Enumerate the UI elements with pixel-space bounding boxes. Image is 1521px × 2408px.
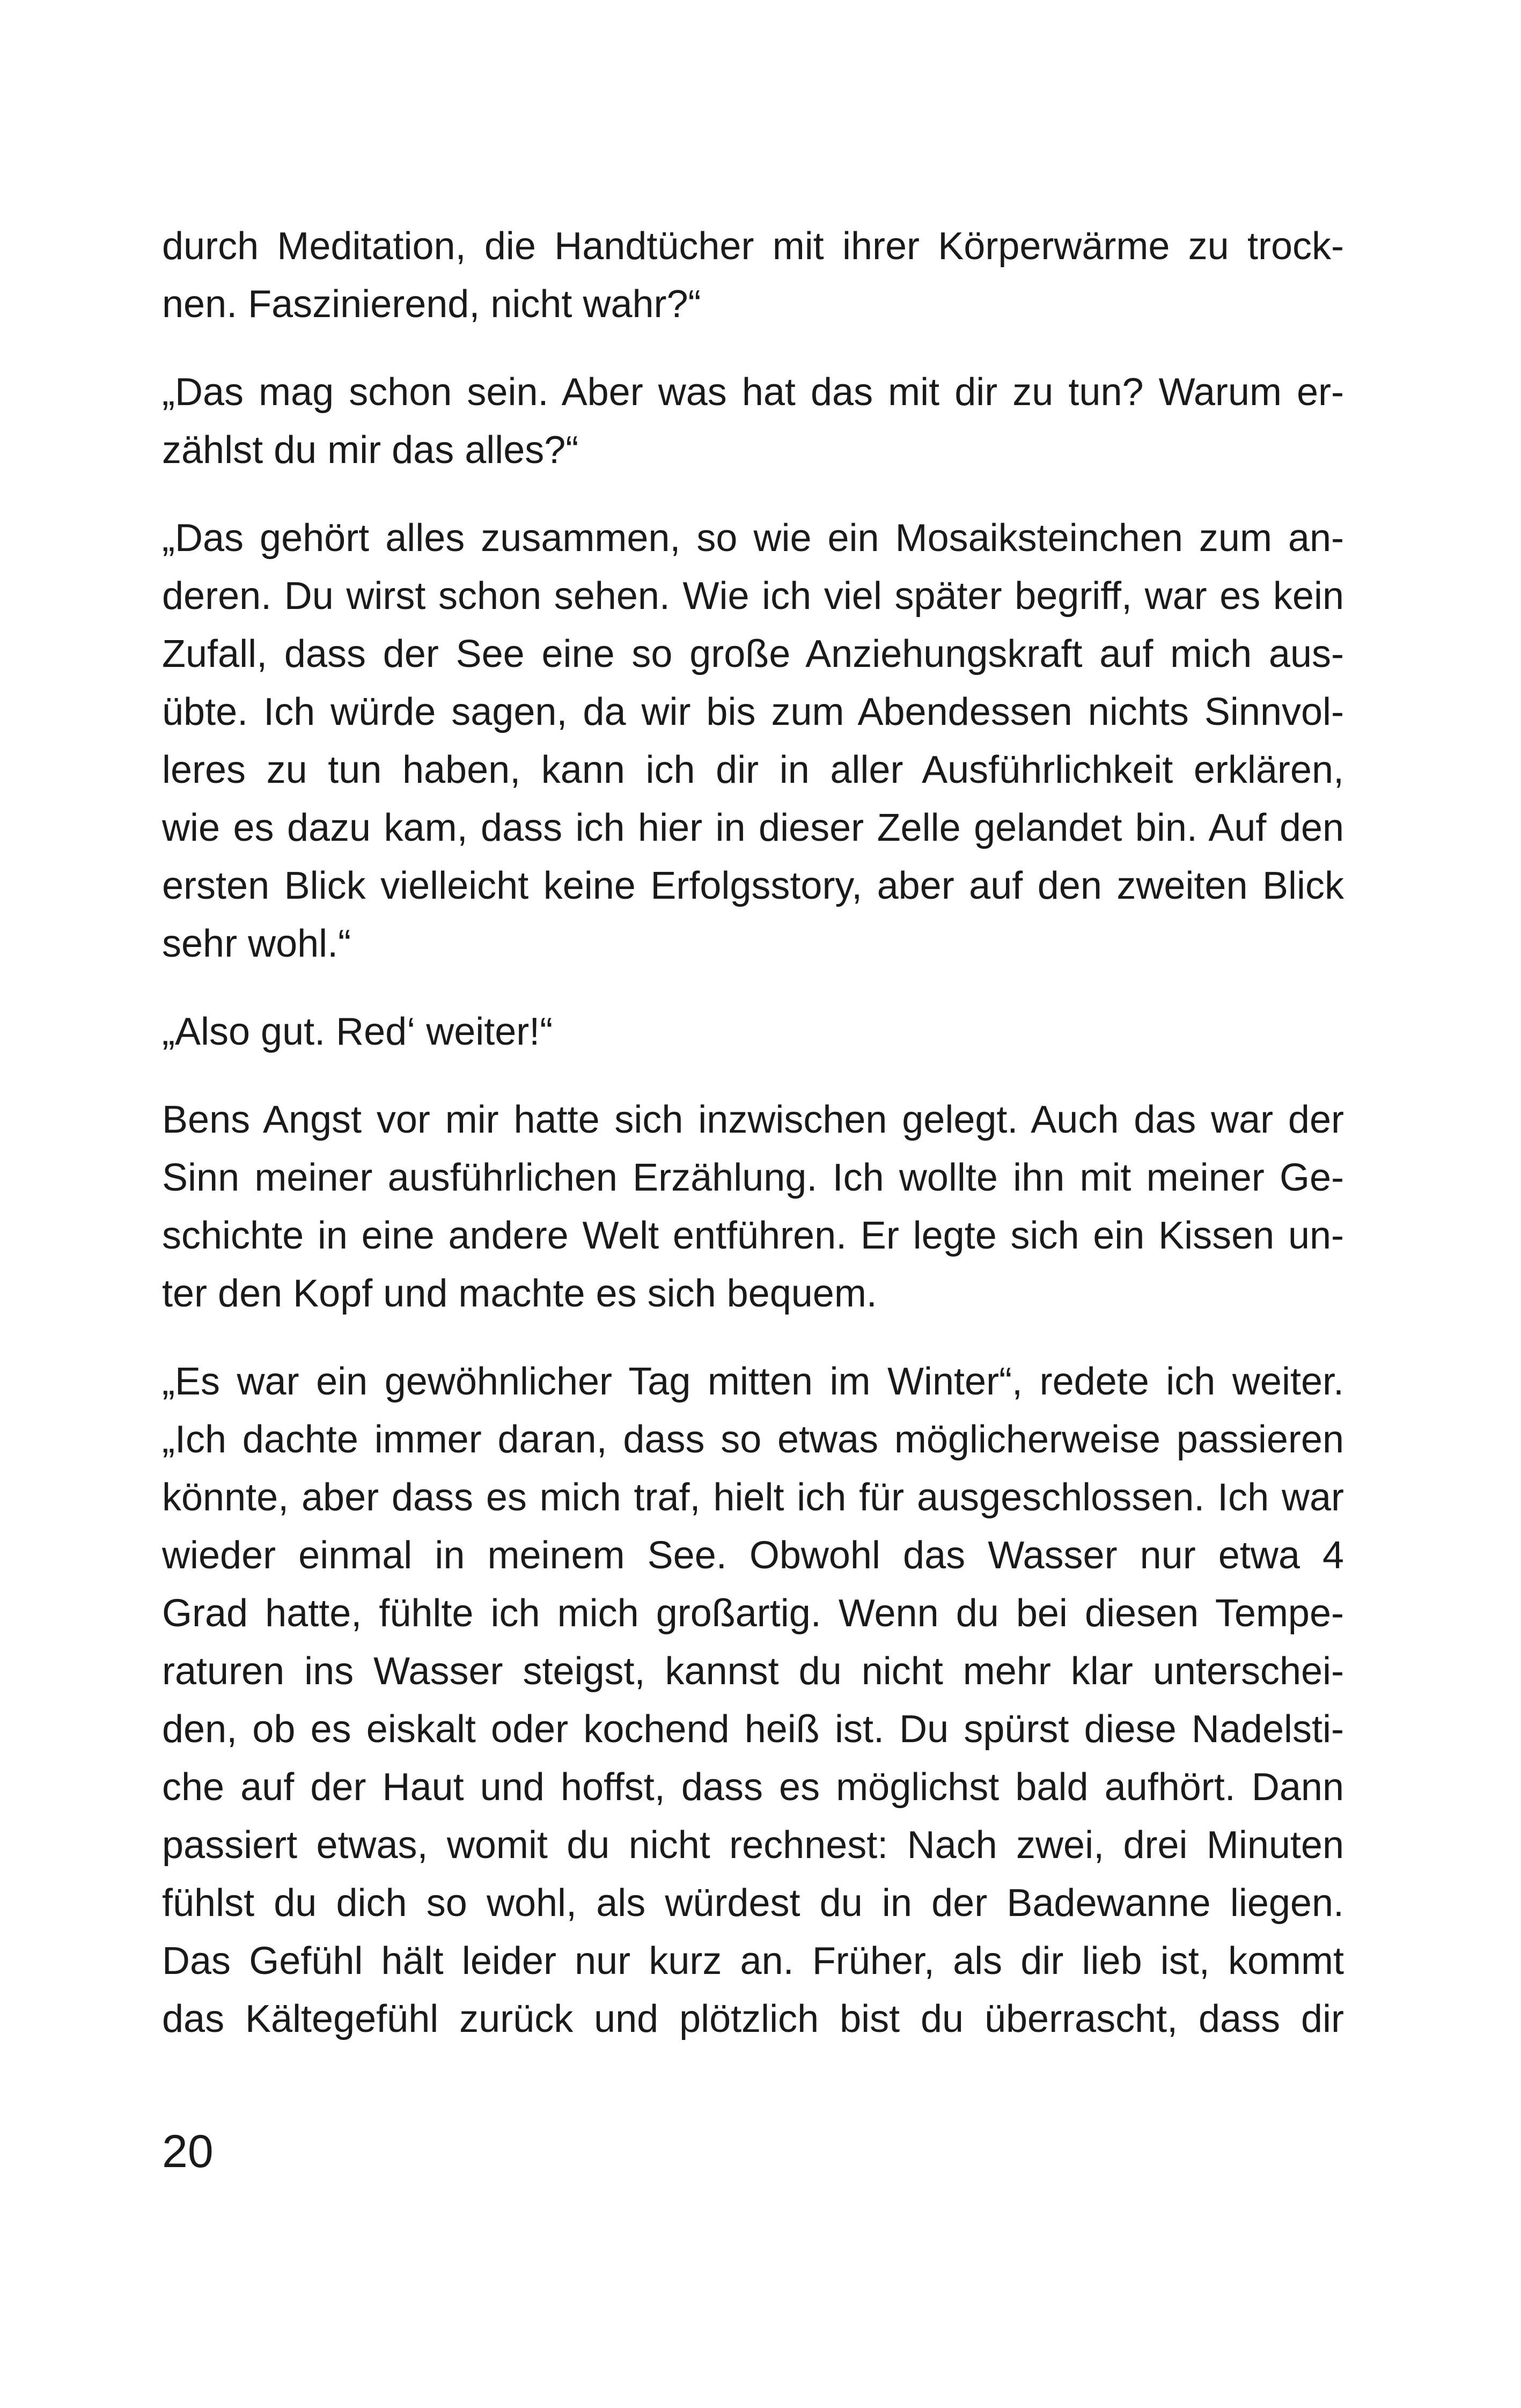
text-line: könnte, aber dass es mich traf, hielt ich für ausgeschlossen. Ich war xyxy=(162,1476,1344,1519)
text-line: „Es war ein gewöhnlicher Tag mitten im Winter“, redete ich weiter. xyxy=(162,1360,1344,1403)
text-line: Grad hatte, fühlte ich mich großartig. Wenn du bei diesen Tempe- xyxy=(162,1592,1344,1635)
paragraph-4 xyxy=(162,1003,1344,1061)
text-line: wie es dazu kam, dass ich hier in dieser Zelle gelandet bin. Auf den xyxy=(162,806,1344,849)
text-line: „Das gehört alles zusammen, so wie ein Mosaiksteinchen zum an- xyxy=(162,517,1344,560)
text-line: raturen ins Wasser steigst, kannst du nicht mehr klar unterschei- xyxy=(162,1650,1344,1693)
text-line: „Das mag schon sein. Aber was hat das mit dir zu tun? Warum er- xyxy=(162,371,1344,414)
paragraph-3 xyxy=(162,509,1344,973)
text-line: wieder einmal in meinem See. Obwohl das Wasser nur etwa 4 xyxy=(162,1534,1344,1577)
text-line: Zufall, dass der See eine so große Anziehungskraft auf mich aus- xyxy=(162,633,1344,676)
text-line: schichte in eine andere Welt entführen. Er legte sich ein Kissen un- xyxy=(162,1214,1344,1257)
text-line: Sinn meiner ausführlichen Erzählung. Ich wollte ihn mit meiner Ge- xyxy=(162,1156,1344,1199)
text-line: „Also gut. Red‘ weiter!“ xyxy=(162,1010,553,1053)
page-number: 20 xyxy=(162,2126,214,2177)
text-line: sehr wohl.“ xyxy=(162,922,351,965)
paragraph-6 xyxy=(162,1353,1344,2048)
text-line: „Ich dachte immer daran, dass so etwas möglicherweise passieren xyxy=(162,1418,1344,1461)
text-line: Bens Angst vor mir hatte sich inzwischen gelegt. Auch das war der xyxy=(162,1098,1344,1141)
paragraph-1 xyxy=(162,217,1344,333)
text-line: ter den Kopf und machte es sich bequem. xyxy=(162,1272,877,1315)
paragraph-5 xyxy=(162,1091,1344,1323)
paragraph-2 xyxy=(162,363,1344,479)
text-line: fühlst du dich so wohl, als würdest du in der Badewanne liegen. xyxy=(162,1882,1344,1925)
text-line: zählst du mir das alles?“ xyxy=(162,429,579,472)
text-line: durch Meditation, die Handtücher mit ihrer Körperwärme zu trock- xyxy=(162,225,1344,268)
text-line: passiert etwas, womit du nicht rechnest: Nach zwei, drei Minuten xyxy=(162,1824,1344,1867)
text-line: ersten Blick vielleicht keine Erfolgsstory, aber auf den zweiten Blick xyxy=(162,864,1344,907)
body-text xyxy=(162,217,1344,2078)
text-line: nen. Faszinierend, nicht wahr?“ xyxy=(162,283,701,326)
text-line: deren. Du wirst schon sehen. Wie ich viel später begriff, war es kein xyxy=(162,575,1344,618)
text-line: che auf der Haut und hoffst, dass es möglichst bald aufhört. Dann xyxy=(162,1766,1344,1809)
text-line: den, ob es eiskalt oder kochend heiß ist. Du spürst diese Nadelsti- xyxy=(162,1708,1344,1751)
text-line: Das Gefühl hält leider nur kurz an. Früher, als dir lieb ist, kommt xyxy=(162,1940,1344,1983)
text-line: übte. Ich würde sagen, da wir bis zum Abendessen nichts Sinnvol- xyxy=(162,691,1344,733)
text-line: leres zu tun haben, kann ich dir in aller Ausführlichkeit erklären, xyxy=(162,748,1344,791)
text-line: das Kältegefühl zurück und plötzlich bist du überrascht, dass dir xyxy=(162,1998,1344,2040)
